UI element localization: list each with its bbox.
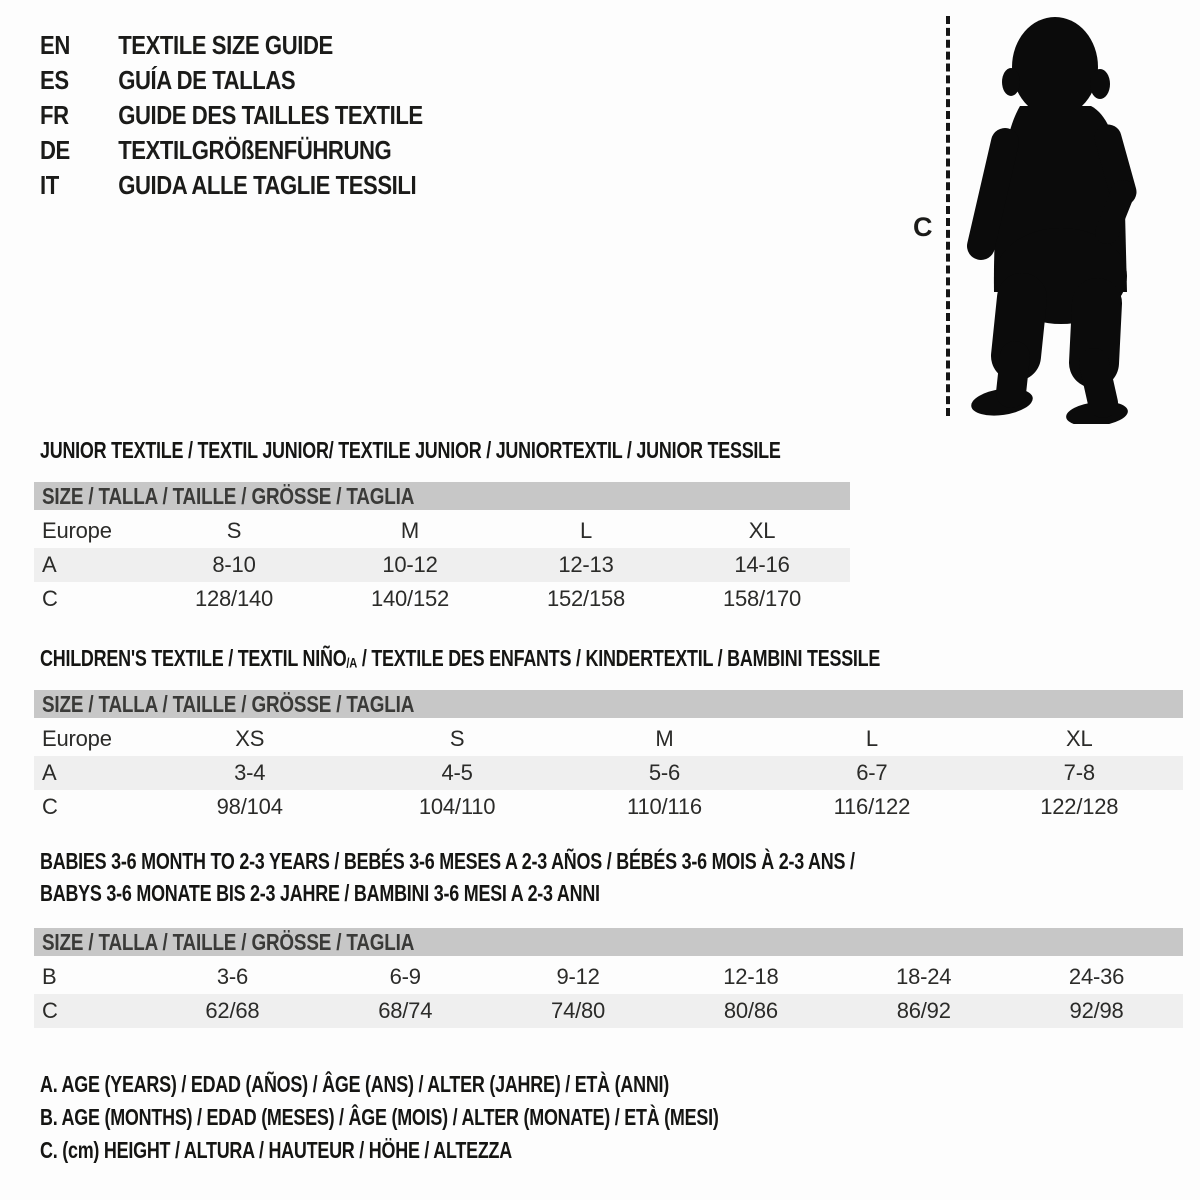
babies-size-table — [34, 928, 1183, 1028]
cell: 6-9 — [389, 964, 421, 989]
cell: 18-24 — [896, 964, 952, 989]
row-label: C — [42, 586, 58, 611]
cell: S — [226, 518, 242, 543]
cell: 110/116 — [627, 794, 702, 819]
size-header-text: SIZE / TALLA / TAILLE / GRÖSSE / TAGLIA — [42, 928, 415, 955]
row-label: C — [34, 994, 146, 1028]
cell: L — [865, 726, 878, 751]
babies-title-line-2: BABYS 3-6 MONATE BIS 2-3 JAHRE / BAMBINI 3-6 MESI A 2-3 ANNI — [40, 880, 600, 906]
cell: 12-18 — [723, 964, 779, 989]
children-title-post: / TEXTILE DES ENFANTS / KINDERTEXTIL / BAMBINI TESSILE — [357, 645, 881, 671]
cell: 122/128 — [1040, 794, 1119, 819]
cell: 80/86 — [664, 994, 837, 1028]
size-header-cell — [34, 482, 850, 514]
table-row-height — [34, 790, 1183, 824]
table-row-age — [34, 548, 850, 582]
size-header-text: SIZE / TALLA / TAILLE / GRÖSSE / TAGLIA — [42, 482, 415, 509]
table-row-europe — [34, 722, 1183, 756]
language-list — [40, 32, 490, 207]
legend — [40, 1068, 719, 1167]
children-section-title — [40, 642, 880, 680]
cell: 140/152 — [370, 586, 450, 611]
cell: 128/140 — [194, 586, 274, 611]
table-row-height — [34, 994, 1183, 1028]
table-row-months — [34, 960, 1183, 994]
size-header-text: SIZE / TALLA / TAILLE / GRÖSSE / TAGLIA — [42, 690, 415, 717]
language-label: GUÍA DE TALLAS — [118, 65, 296, 95]
cell: XL — [1066, 726, 1093, 751]
row-label: B — [42, 964, 57, 989]
language-code: EN — [40, 30, 70, 60]
cell: XL — [748, 518, 776, 543]
language-label: TEXTILGRÖßENFÜHRUNG — [118, 135, 392, 165]
cell: 158/170 — [722, 586, 802, 611]
cell: M — [400, 518, 420, 543]
cell: 62/68 — [146, 994, 319, 1028]
cell: S — [449, 726, 465, 751]
language-row-de — [40, 137, 423, 163]
junior-section-title — [40, 434, 781, 466]
language-label: GUIDE DES TAILLES TEXTILE — [118, 100, 423, 130]
cell: 12-13 — [498, 548, 674, 582]
cell: XS — [235, 726, 265, 751]
cell: 86/92 — [837, 994, 1010, 1028]
cell: 14-16 — [674, 548, 850, 582]
language-row-en — [40, 32, 423, 58]
height-measure-dashed-line — [946, 16, 950, 416]
cell: 8-10 — [146, 548, 322, 582]
row-label: A — [34, 756, 146, 790]
children-title-pre: CHILDREN'S TEXTILE / TEXTIL NIÑO — [40, 645, 347, 671]
language-code: DE — [40, 135, 70, 165]
junior-title-text: JUNIOR TEXTILE / TEXTIL JUNIOR/ TEXTILE JUNIOR / JUNIORTEXTIL / JUNIOR TESSILE — [40, 437, 781, 463]
cell: 6-7 — [768, 756, 975, 790]
table-header-row — [34, 690, 1183, 722]
cell: 92/98 — [1010, 994, 1183, 1028]
cell: 4-5 — [353, 756, 560, 790]
table-row-europe — [34, 514, 850, 548]
language-row-es — [40, 67, 423, 93]
size-header-cell — [34, 928, 1183, 960]
cell: 9-12 — [556, 964, 600, 989]
table-row-height — [34, 582, 850, 616]
cell: 98/104 — [216, 794, 283, 819]
language-label: TEXTILE SIZE GUIDE — [118, 30, 333, 60]
language-code: FR — [40, 100, 69, 130]
cell: 5-6 — [561, 756, 768, 790]
babies-title-line-1: BABIES 3-6 MONTH TO 2-3 YEARS / BEBÉS 3-6 MESES A 2-3 AÑOS / BÉBÉS 3-6 MOIS À 2-3 ANS / — [40, 848, 855, 874]
toddler-silhouette — [958, 12, 1142, 424]
language-row-fr — [40, 102, 423, 128]
size-header-cell — [34, 690, 1183, 722]
cell: M — [655, 726, 674, 751]
table-row-age — [34, 756, 1183, 790]
cell: 152/158 — [546, 586, 626, 611]
cell: 74/80 — [492, 994, 665, 1028]
junior-size-table — [34, 482, 850, 616]
children-title-sub: /A — [346, 655, 358, 672]
table-header-row — [34, 482, 850, 514]
legend-line-a: A. AGE (YEARS) / EDAD (AÑOS) / ÂGE (ANS) / ALTER (JAHRE) / ETÀ (ANNI) — [40, 1071, 670, 1097]
row-label: Europe — [42, 726, 112, 751]
cell: 3-6 — [216, 964, 249, 989]
babies-section-title — [40, 845, 855, 909]
row-label: C — [42, 794, 58, 819]
children-size-table — [34, 690, 1183, 824]
language-row-it — [40, 172, 423, 198]
row-label: Europe — [42, 518, 112, 543]
language-label: GUIDA ALLE TAGLIE TESSILI — [118, 170, 417, 200]
table-header-row — [34, 928, 1183, 960]
legend-line-c: C. (cm) HEIGHT / ALTURA / HAUTEUR / HÖHE / ALTEZZA — [40, 1137, 512, 1163]
cell: 10-12 — [322, 548, 498, 582]
legend-line-b: B. AGE (MONTHS) / EDAD (MESES) / ÂGE (MOIS) / ALTER (MONATE) / ETÀ (MESI) — [40, 1104, 719, 1130]
cell: 3-4 — [146, 756, 353, 790]
cell: 24-36 — [1068, 964, 1125, 989]
row-label: A — [34, 548, 146, 582]
cell: 7-8 — [976, 756, 1183, 790]
cell: L — [579, 518, 593, 543]
height-marker-label: C — [913, 212, 933, 242]
cell: 104/110 — [418, 794, 496, 819]
language-code: ES — [40, 65, 69, 95]
language-code: IT — [40, 170, 59, 200]
cell: 68/74 — [319, 994, 492, 1028]
cell: 116/122 — [833, 794, 911, 819]
